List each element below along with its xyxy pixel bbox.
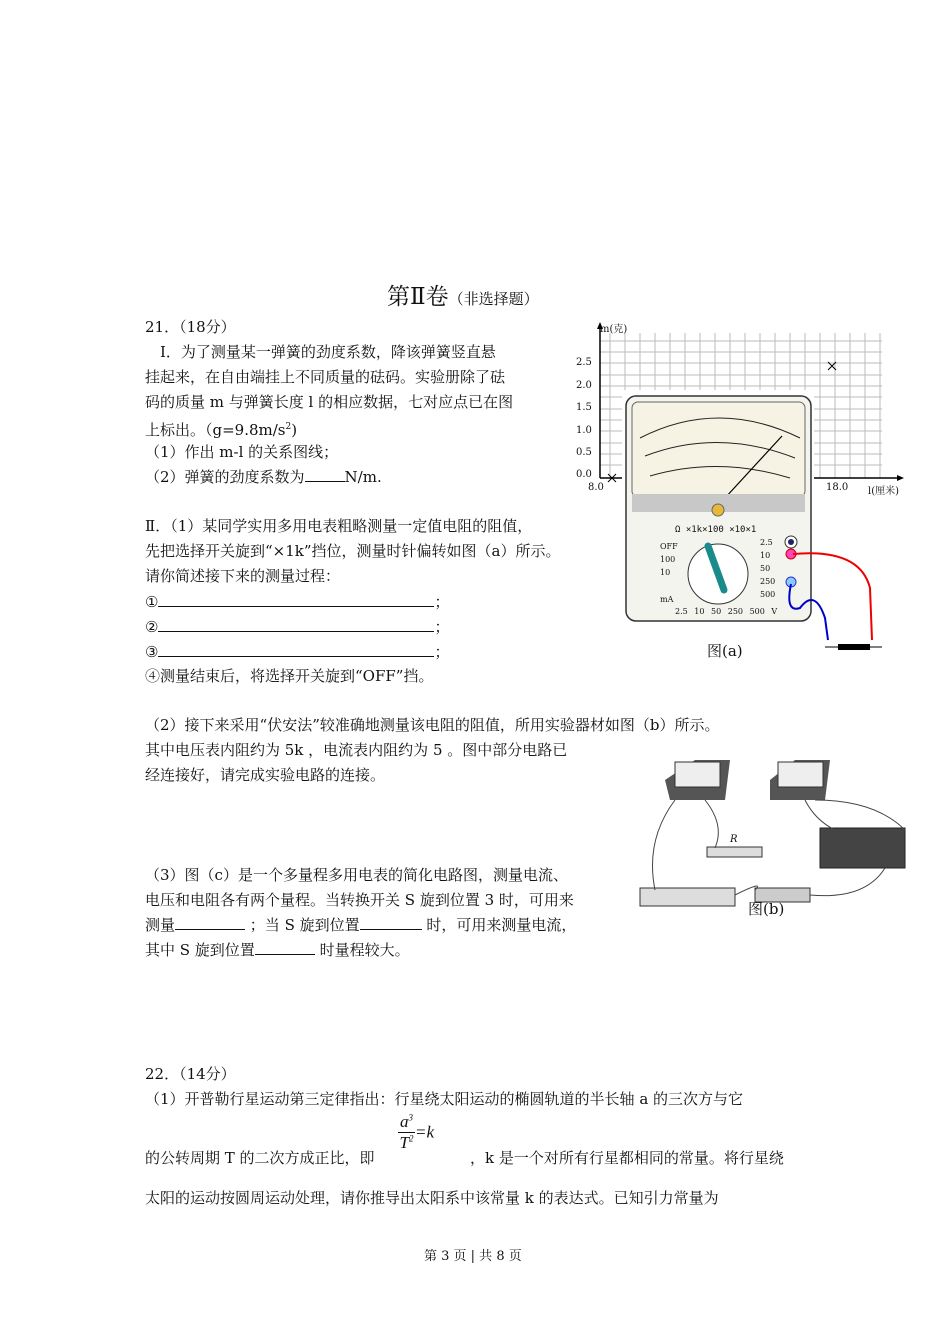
answer-blank[interactable]: [305, 467, 345, 482]
ytick: 0.0: [576, 469, 592, 480]
ytick: 1.0: [576, 425, 592, 436]
multimeter-figure: [620, 388, 885, 658]
resistor-label: R: [730, 834, 738, 845]
label: 10: [694, 607, 705, 616]
figure-a-caption: 图(a): [707, 642, 743, 660]
step-num: ③: [145, 643, 159, 661]
q22-line: ，k 是一个对所有行星都相同的常量。将行星绕: [470, 1149, 784, 1167]
q21-p4-line: 电压和电阻各有两个量程。当转换开关 S 旋到位置 3 时，可用来: [145, 891, 574, 909]
meter-dial-window: [632, 402, 805, 497]
step-2: [145, 617, 449, 637]
left-range-labels: [660, 540, 678, 606]
kepler-formula: [398, 1112, 434, 1153]
answer-blank[interactable]: [158, 592, 434, 607]
semicolon: ；: [434, 593, 450, 611]
q21-p1-line: Ⅰ．为了测量某一弹簧的劲度系数，降该弹簧竖直悬: [160, 343, 496, 361]
q21-p1-line: 挂起来，在自由端挂上不同质量的砝码。实验册除了砝: [145, 368, 506, 386]
ohm-label: Ω: [675, 525, 681, 535]
label: 2.5: [675, 607, 688, 616]
q21-s1: （1）作出 m-l 的关系图线；: [145, 443, 339, 461]
q21-p1-line: [145, 417, 297, 440]
q22-line: 太阳的运动按圆周运动处理，请你推导出太阳系中该常量 k 的表达式。已知引力常量为: [145, 1189, 719, 1207]
circuit-apparatus-figure: [635, 750, 920, 915]
ytick: 2.0: [576, 380, 592, 391]
title-sub: （非选择题）: [448, 290, 539, 308]
ytick: 0.5: [576, 447, 592, 458]
q22-header: 22．（14分）: [145, 1065, 236, 1083]
graph-ylabel: m(克): [600, 324, 628, 335]
label: 2.5: [760, 538, 773, 547]
title-main: 第Ⅱ卷: [387, 284, 449, 310]
q21-p3-line: （2）接下来采用“伏安法”较准确地测量该电阻的阻值，所用实验器材如图（b）所示。: [145, 716, 720, 734]
text: ；当 S 旋到位置: [249, 916, 360, 934]
q21-p2-line: Ⅱ．（1）某同学实用多用电表粗略测量一定值电阻的阻值，: [145, 517, 533, 535]
battery: [640, 888, 735, 906]
label: 250: [727, 607, 744, 616]
step-3: [145, 642, 449, 662]
range-labels: [675, 525, 756, 535]
exponent: 3: [408, 1112, 413, 1123]
page-footer: 第 3 页 | 共 8 页: [424, 1249, 522, 1264]
answer-blank[interactable]: [255, 940, 315, 955]
ytick: 1.5: [576, 402, 592, 413]
figure-b-caption: 图(b): [748, 900, 785, 918]
label: 10: [660, 568, 671, 577]
graph-xlabel: l(厘米): [868, 486, 900, 497]
exponent: 2: [285, 422, 292, 432]
range-label: ×1: [745, 525, 757, 535]
section-title: [387, 278, 539, 311]
text: 时，可用来测量电流，: [426, 916, 577, 934]
rheostat: [820, 828, 905, 868]
answer-blank[interactable]: [158, 617, 434, 632]
label: mA: [660, 595, 674, 604]
label: 50: [711, 607, 722, 616]
q21-p2-line: 先把选择开关旋到“×1k”挡位，测量时针偏转如图（a）所示。: [145, 542, 561, 560]
denominator: T: [399, 1133, 409, 1152]
answer-blank[interactable]: [175, 915, 245, 930]
range-label: ×10: [729, 525, 746, 535]
text: 其中 S 旋到位置: [145, 941, 255, 959]
label: 250: [760, 577, 776, 586]
range-label: ×1k: [685, 525, 703, 535]
label: OFF: [660, 542, 678, 551]
text: （2）弹簧的劲度系数为: [145, 468, 305, 486]
step-num: ②: [145, 618, 159, 636]
right-range-labels: [760, 536, 775, 601]
semicolon: ；: [434, 618, 450, 636]
bottom-range-labels: [675, 607, 777, 616]
label: 100: [660, 555, 676, 564]
xtick-end: 18.0: [826, 482, 849, 493]
text: 时量程较大。: [319, 941, 410, 959]
text: ): [291, 421, 298, 439]
q21-p4-line: [145, 940, 410, 960]
answer-blank[interactable]: [360, 915, 422, 930]
step-4: ④测量结束后，将选择开关旋到“OFF”挡。: [145, 667, 434, 685]
label: 10: [760, 551, 771, 560]
ytick: 2.5: [576, 357, 592, 368]
step-num: ①: [145, 593, 159, 611]
text: 上标出。（g=9.8m/s: [145, 421, 286, 439]
step-1: [145, 592, 449, 612]
exponent: 2: [408, 1133, 414, 1144]
xtick-start: 8.0: [588, 482, 604, 493]
label: 500: [760, 590, 776, 599]
q21-p4-line: （3）图（c）是一个多量程多用电表的简化电路图，测量电流、: [145, 866, 568, 884]
formula-rhs: =k: [415, 1122, 435, 1142]
range-label: ×100: [702, 525, 724, 535]
text: 测量: [145, 916, 176, 934]
answer-blank[interactable]: [158, 642, 434, 657]
q21-s2: [145, 467, 382, 487]
q21-p3-line: 经连接好，请完成实验电路的连接。: [145, 766, 386, 784]
numerator: a: [400, 1112, 409, 1131]
resistor-r: [707, 847, 762, 857]
q22-line: 的公转周期 T 的二次方成正比，即: [145, 1149, 375, 1167]
zero-adjust-screw-icon[interactable]: [712, 504, 724, 516]
label: V: [771, 607, 778, 616]
q21-header: 21．（18分）: [145, 318, 236, 336]
q21-p1-line: 码的质量 m 与弹簧长度 l 的相应数据，七对应点已在图: [145, 393, 514, 411]
q22-line: （1）开普勒行星运动第三定律指出：行星绕太阳运动的椭圆轨道的半长轴 a 的三次方与它: [145, 1090, 744, 1108]
label: 50: [760, 564, 771, 573]
text: N/m.: [344, 468, 382, 486]
label: 500: [749, 607, 765, 616]
q21-p4-line: [145, 915, 576, 935]
q21-p3-line: 其中电压表内阻约为 5k ，电流表内阻约为 5 。图中部分电路已: [145, 741, 568, 759]
semicolon: ；: [434, 643, 450, 661]
q21-p2-line: 请你简述接下来的测量过程：: [145, 567, 341, 585]
